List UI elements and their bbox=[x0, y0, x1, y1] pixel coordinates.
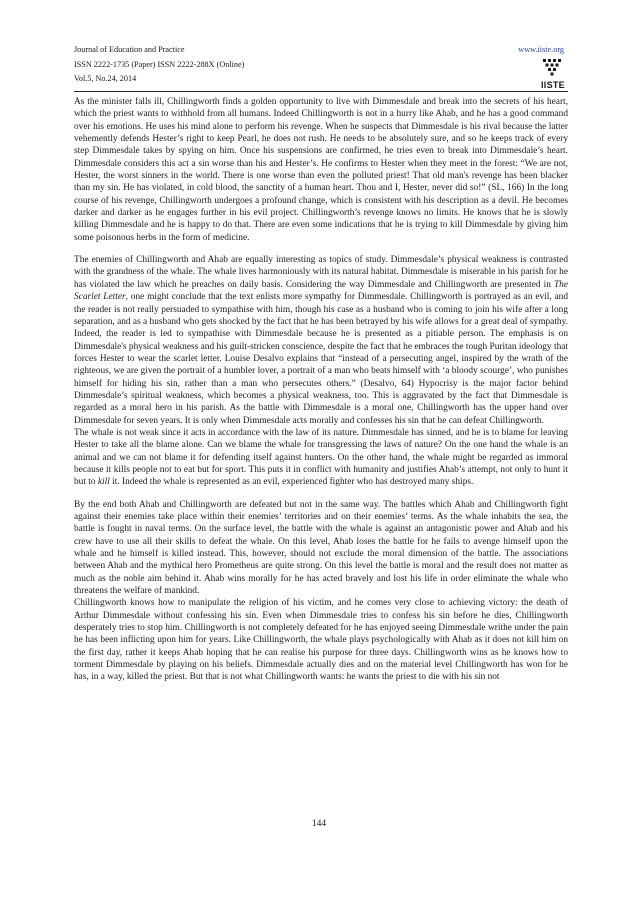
volume-line: Vol.5, No.24, 2014 bbox=[74, 74, 137, 83]
paragraph-text: Chillingworth knows how to manipulate the religion of his victim, and he comes very close to achieving victory: the death of Arthur Dimmesdale without confessing his sin. Even when Dimmesdale tries to confess his sin before he dies, Chillingworth desperately tries to stop him. Chillingworth is not completely defeated for he has enjoyed seeing Dimmesdale writhe under the pain he has been inflicting upon him for years. Like Chillingworth, the whale plays psychologically with Ahab as it does not kill him on the first day, rather it keeps Ahab hoping that he can realise his purpose for three days. Chillingworth wins as he knows how to torment Dimmesdale by playing on his beliefs. Dimmesdale actually dies and on the material level Chillingworth has won for he has, in a way, killed the priest. But that is not what Chillingworth wants: he wants the priest to die with his sin not bbox=[74, 598, 568, 683]
paragraph-text: As the minister falls ill, Chillingworth finds a golden opportunity to live with Dimmesdale and break into the secrets of his heart, which the priest wants to withhold from all humans. Indeed Chillingworth is not in a hurry like Ahab, and he has a good command over his emotions. He uses his mind alone to perform his revenge. When he suspects that Dimmesdale is his rival because the latter vehemently defends Hester’s right to keep Pearl, he does not rush. He needs to be absolutely sure, and so he keeps track of every step Dimmesdale takes by spying on him. Once his suspensions are confirmed, he tries even to break into Dimmesdale’s heart. Dimmesdale considers this act a sin worse than his and Hester’s. He confirms to Hester when they meet in the forest: “We are not, Hester, the worst sinners in the world. There is one worse than even the polluted priest! That old man's revenge has been blacker than my sin. He has violated, in cold blood, the sanctity of a human heart. Thou and I, Hester, never did so!” (SL, 166) In the long course of his revenge, Chillingworth undergoes a profound change, which is consistent with his description as a devil. He becomes darker and darker as he engages further in his evil project. Chillingworth’s revenge knows no limits. He knows that he is slowly killing Dimmesdale and he is happy to do that. There are even some indications that he is trying to kill Dimmesdale by giving him some poisonous herbs in the form of medicine. bbox=[74, 97, 568, 243]
page-header bbox=[74, 43, 574, 87]
body-paragraph bbox=[74, 96, 568, 244]
body-paragraph bbox=[74, 427, 568, 489]
paragraph-text: By the end both Ahab and Chillingworth are defeated but not in the same way. The battles which Ahab and Chillingworth fight against their enemies take place within their enemies’ territories and on their enemies’ terms. As the whale inhabits the sea, the battle is fought in naval terms. On the surface level, the battle with the whale is against an antagonistic power and Ahab and his crew have to use all their skills to defeat the whale. On this level, Ahab loses the battle for he fails to avenge himself upon the whale and he himself is killed instead. This, however, should not exclude the moral dimension of the battle. The associations between Ahab and the mythical hero Prometheus are quite strong. On this level the battle is moral and the result does not matter as much as the noble aim behind it. Ahab wins morally for he has acted bravely and lost his life in order eliminate the whale who threatens the welfare of mankind. bbox=[74, 499, 568, 597]
issn-line: ISSN 2222-1735 (Paper) ISSN 2222-288X (Online) bbox=[74, 59, 245, 69]
body-paragraph bbox=[74, 597, 568, 683]
journal-title: Journal of Education and Practice bbox=[74, 45, 185, 54]
paragraph-text: The whale is not weak since it acts in accordance with the law of its nature. Dimmesdale has sinned, and he is to blame for leaving Hester to take all the blame alone. Can we blame the whale for transgressing the laws of nature? On the one hand the whale is an animal and we can not blame it for defending itself against hunters. On the other hand, the whale might be regarded as immoral because it kills people not to eat but for sport. This puts it in conflict with humanity and justifies Ahab’s attempt, not only to hunt it but to bbox=[74, 427, 568, 488]
italic-text: kill bbox=[97, 477, 110, 488]
body-paragraph bbox=[74, 254, 568, 427]
header-divider bbox=[74, 91, 568, 92]
paragraph-text: , one might conclude that the text enlists more sympathy for Dimmesdale. Chillingworth is portrayed as an evil, and the reader is not really persuaded to sympathise with him, though his case as a husband who is coming to join his wife after a long separation, and as a husband who gets shocked by the fact that he has been betrayed by his wife allows for a great deal of sympathy. Indeed, the reader is led to sympathise with Dimmesdale because he is presented as a pitiable person. The emphasis is on Dimmesdale's physical weakness and his guilt-stricken conscience, despite the fact that he embraces the tough Puritan ideology that forces Hester to wear the scarlet letter. Louise Desalvo explains that “instead of a persecuting angel, inspired by the wrath of the righteous, we are given the portrait of a humbler lover, a portrait of a man who beats himself with ‘a bloody scourge’, who punishes himself for hiding his sin, rather than a man who persecutes others.” (Desalvo, 64) Hypocrisy is the major factor behind Dimmesdale’s spiritual weakness, which becomes a physical weakness, too. This is aggravated by the fact that Dimmesdale is regarded as a moral hero in his parish. As the battle with Dimmesdale is a moral one, Chillingworth has the upper hand over Dimmesdale for seven years. It is only when Dimmesdale acts morally and confesses his sin that he can defeat Chillingworth. bbox=[74, 292, 568, 426]
article-body bbox=[74, 96, 568, 684]
iiste-logo bbox=[538, 57, 568, 93]
svg-text:IISTE: IISTE bbox=[540, 80, 566, 90]
paragraph-text: The enemies of Chillingworth and Ahab are equally interesting as topics of study. Dimmesdale’s physical weakness is contrasted with the grandness of the whale. The whale lives harmoniously with its natural habitat. Dimmesdale is miserable in his parish for he has violated the law which he preaches on daily basis. Considering the way Dimmesdale and Chillingworth are presented in bbox=[74, 255, 568, 290]
italic-text: The Scarlet Letter bbox=[74, 279, 568, 303]
page-number: 144 bbox=[311, 819, 327, 829]
website-link[interactable]: www.iiste.org bbox=[518, 45, 564, 54]
paragraph-text: it. Indeed the whale is represented as an evil, experienced fighter who has destroyed many ships. bbox=[109, 477, 474, 488]
body-paragraph bbox=[74, 499, 568, 598]
